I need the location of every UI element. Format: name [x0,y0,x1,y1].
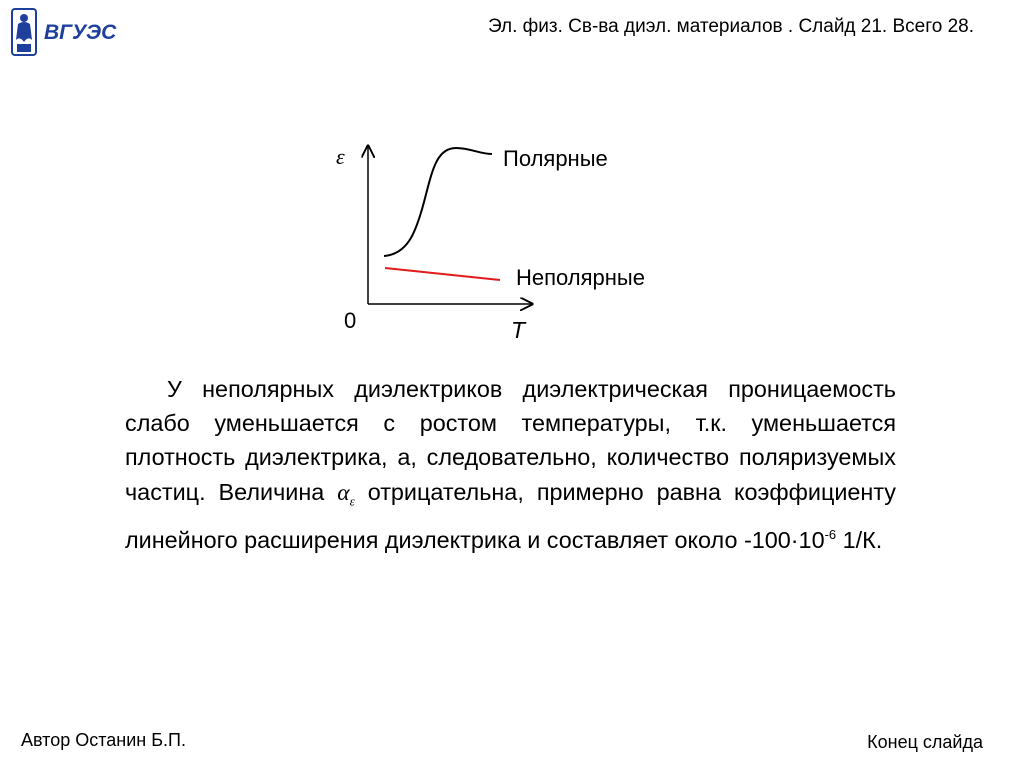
body-text-2: отрицательна, примерно равна коэффициенту линейного расширения диэлектрика и составляет около -100·10 [125,478,896,554]
exponent: -6 [824,527,837,543]
chart [320,130,720,350]
polar-series-line [384,148,492,256]
slide-info: Эл. физ. Св-ва диэл. материалов . Слайд 21. Всего 28. [487,16,974,37]
end-slide-label: Конец слайда [867,732,983,752]
body-paragraph [125,372,896,557]
y-axis-label: ε [336,144,345,169]
body-text-3: 1/К. [836,527,883,554]
nonpolar-series-label: Неполярные [516,265,645,290]
body-text-1: У неполярных диэлектриков диэлектрическая проницаемость слабо уменьшается с ростом температуры, т.к. уменьшается плотность диэлектрика, а, следовательно, количество поляризуемых частиц. Величина [125,376,896,505]
origin-label: 0 [344,308,357,333]
nonpolar-series-line [385,268,500,280]
author-label: Автор Останин Б.П. [21,730,186,750]
alpha-symbol: $\alpha_\varepsilon$ [337,479,355,509]
logo-text: ВГУЭС [44,21,117,44]
monument-emblem-icon [12,9,36,55]
polar-series-label: Полярные [503,146,608,171]
university-logo [8,6,133,58]
x-axis-label: T [511,317,526,343]
